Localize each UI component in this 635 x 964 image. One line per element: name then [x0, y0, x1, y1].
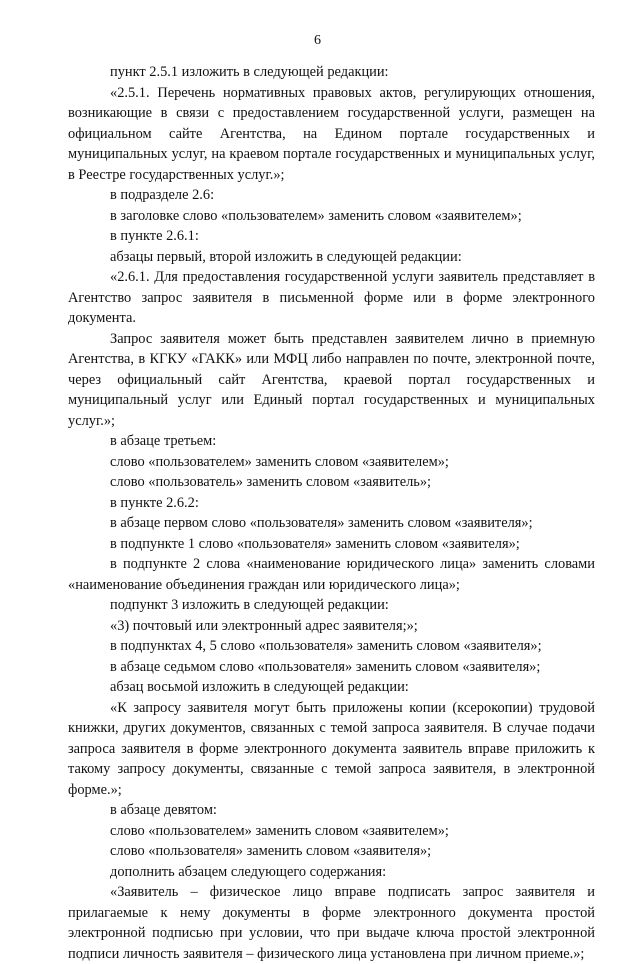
- paragraph: в пункте 2.6.1:: [110, 228, 199, 244]
- paragraph: в подпункте 2 слова «наименование юридического лица» заменить словами «наименование объединения граждан или юридического лица»;: [68, 556, 595, 593]
- paragraph: в пункте 2.6.2:: [110, 494, 199, 511]
- paragraph: слово «пользователем» заменить словом «заявителем»;: [110, 453, 449, 470]
- paragraph: подпункт 3 изложить в следующей редакции:: [110, 597, 389, 613]
- paragraph: в заголовке слово «пользователем» заменить словом «заявителем»;: [110, 207, 522, 224]
- paragraph: в подпункте 1 слово «пользователя» заменить словом «заявителя»;: [110, 535, 520, 552]
- paragraph: в абзаце первом слово «пользователя» заменить словом «заявителя»;: [110, 515, 533, 531]
- paragraph: «2.5.1. Перечень нормативных правовых актов, регулирующих отношения, возникающие в связи с предоставлением государственной услуги, размещен на официальном сайте Агентства, на Едином портале государственных и муниципальных услуг, на краевом портале государственных и муниципальных услуг, в Реестре государственных услуг.»;: [68, 84, 595, 183]
- paragraph: в абзаце девятом:: [110, 802, 217, 818]
- document-body: [68, 62, 595, 964]
- paragraph: в подпунктах 4, 5 слово «пользователя» заменить словом «заявителя»;: [110, 638, 542, 654]
- paragraph: слово «пользователя» заменить словом «заявителя»;: [110, 843, 432, 859]
- paragraph: в абзаце третьем:: [110, 433, 217, 449]
- page-number: 6: [314, 33, 321, 48]
- paragraph: Запрос заявителя может быть представлен заявителем лично в приемную Агентства, в КГКУ «ГАКК» или МФЦ либо направлен по почте, электронной почте, через официальный сайт Агентства, краевой портал государственных и муниципальный услуг или Единый портал государственных и муниципальных услуг.»;: [68, 330, 595, 429]
- paragraph: «К запросу заявителя могут быть приложены копии (ксерокопии) трудовой книжки, других документов, связанных с темой запроса заявителя. В случае подачи запроса заявителя в форме электронного документа заявитель вправе приложить к такому запросу документы, связанные с темой запроса заявителя, в электронной форме.»;: [68, 699, 595, 798]
- paragraph: абзацы первый, второй изложить в следующей редакции:: [110, 248, 462, 265]
- paragraph: пункт 2.5.1 изложить в следующей редакции:: [110, 64, 389, 80]
- paragraph: «3) почтовый или электронный адрес заявителя;»;: [110, 617, 418, 634]
- paragraph: в абзаце седьмом слово «пользователя» заменить словом «заявителя»;: [110, 658, 541, 675]
- paragraph: слово «пользователь» заменить словом «заявитель»;: [110, 474, 432, 490]
- paragraph: «Заявитель – физическое лицо вправе подписать запрос заявителя и прилагаемые к нему документы в форме электронного документа простой электронной подписью при условии, что при выдаче ключа простой электронной подписи личность заявителя – физического лица установлена при личном приеме.»;: [68, 884, 595, 962]
- paragraph: абзац восьмой изложить в следующей редакции:: [110, 679, 409, 695]
- paragraph: слово «пользователем» заменить словом «заявителем»;: [110, 822, 449, 839]
- paragraph: «2.6.1. Для предоставления государственной услуги заявитель представляет в Агентство запрос заявителя в письменной форме или в форме электронного документа.: [68, 269, 595, 326]
- paragraph: в подразделе 2.6:: [110, 187, 215, 203]
- paragraph: дополнить абзацем следующего содержания:: [110, 863, 387, 880]
